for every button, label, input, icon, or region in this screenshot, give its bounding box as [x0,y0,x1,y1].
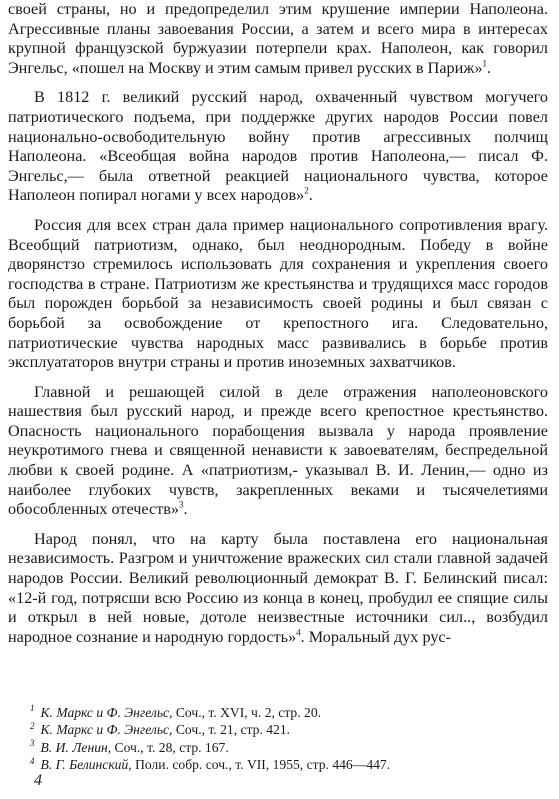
paragraph-1 [8,0,548,78]
footnote-reference: Соч., т. 21, стр. 421. [175,722,291,738]
footnote-ref: 4 [296,627,301,638]
footnote-mark: 2 [30,720,35,731]
footnote-author: К. Маркс и Ф. Энгельс, [40,705,173,720]
footnote-1 [30,704,550,721]
footnote-author: К. Маркс и Ф. Энгельс, [40,722,173,738]
paragraph-tail: . [308,186,313,205]
paragraph-text: своей страны, но и предопределил этим крушение империи Наполеона. Агрессивные планы завоевания России, а затем и всего мира в интересах крупной французской буржуазии потерпели крах. Наполеон, как говорил Энгельс, «пошел на Москву и этим самым привел русских в Париж» [8,0,548,77]
paragraph-text: Народ понял, что на карту была поставлена его национальная независимость. Разгром и уничтожение вражеских сил стали главной задачей народов России. Великий революционный демократ В. Г. Белинский писал: «12-й год, потрясши всю Россию из конца в конец, пробудил ее спящие силы и открыл в ней новые, дотоле неизвестные источники сил.., возбудил народное сознание и народную гордость» [8,529,548,646]
paragraph-tail: . [183,500,188,519]
paragraph-5 [8,530,548,648]
footnote-mark: 3 [30,738,35,749]
footnote-ref: 1 [482,58,488,69]
paragraph-2 [8,88,548,206]
footnote-reference: Соч., т. XVI, ч. 2, стр. 20. [175,705,322,720]
paragraph-text: Россия для всех стран дала пример национального сопротивления врагу. Всеобщий патриотизм, однако, был неоднородным. Победу в войне дворянстзо стремилось использовать для сохранения и укрепления своего господства в стране. Патриотизм же крестьянства и трудящихся масс городов был порожден борьбой за независимость своей родины и был связан с борьбой за освобождение от крепостного ига. Следовательно, патриотические чувства народных масс развивались в борьбе против эксплуататоров внутри страны и против иноземных захватчиков. [8,215,548,372]
body-text [8,0,548,647]
footnote-reference: Поли. собр. соч., т. VII, 1955, стр. 446—447. [135,757,391,773]
footnote-ref: 3 [179,499,184,510]
footnotes [30,704,550,774]
paragraph-3 [8,216,548,373]
footnote-author: В. И. Ленин, [40,739,112,755]
footnote-2 [30,721,550,738]
paragraph-4 [8,383,548,520]
page-number: 4 [34,772,42,789]
paragraph-text: Главной и решающей силой в деле отражения наполеоновского нашествия был русский народ, и прежде всего крепостное крестьянство. Опасность национального порабощения вызвала у народа проявление неукротимого гнева и священной ненависти к завоевателям, беспредельной любви к своей родине. А «патриотизм,- указывал В. И. Ленин,— одно из наиболее глубоких чувств, закрепленных веками и тысячелетиями обособленных отечеств» [8,382,548,519]
paragraph-text: В 1812 г. великий русский народ, охваченный чувством могучего патриотического подъема, при поддержке других народов России повел национально-освободительную войну против агрессивных полчищ Наполеона. «Всеобщая война народов против Наполеона,— писал Ф. Энгельс,— была ответной реакцией национального чувства, которое Наполеон попирал ногами у всех народов» [8,88,548,205]
paragraph-tail: . Моральный дух рус- [300,627,451,646]
footnote-mark: 1 [30,703,35,714]
footnote-3 [30,739,550,756]
paragraph-tail: . [487,58,492,77]
footnote-4 [30,756,550,773]
footnote-author: В. Г. Белинский, [40,757,132,773]
footnote-mark: 4 [30,755,35,766]
footnote-ref: 2 [304,185,309,196]
footnote-reference: Соч., т. 28, стр. 167. [114,739,229,755]
